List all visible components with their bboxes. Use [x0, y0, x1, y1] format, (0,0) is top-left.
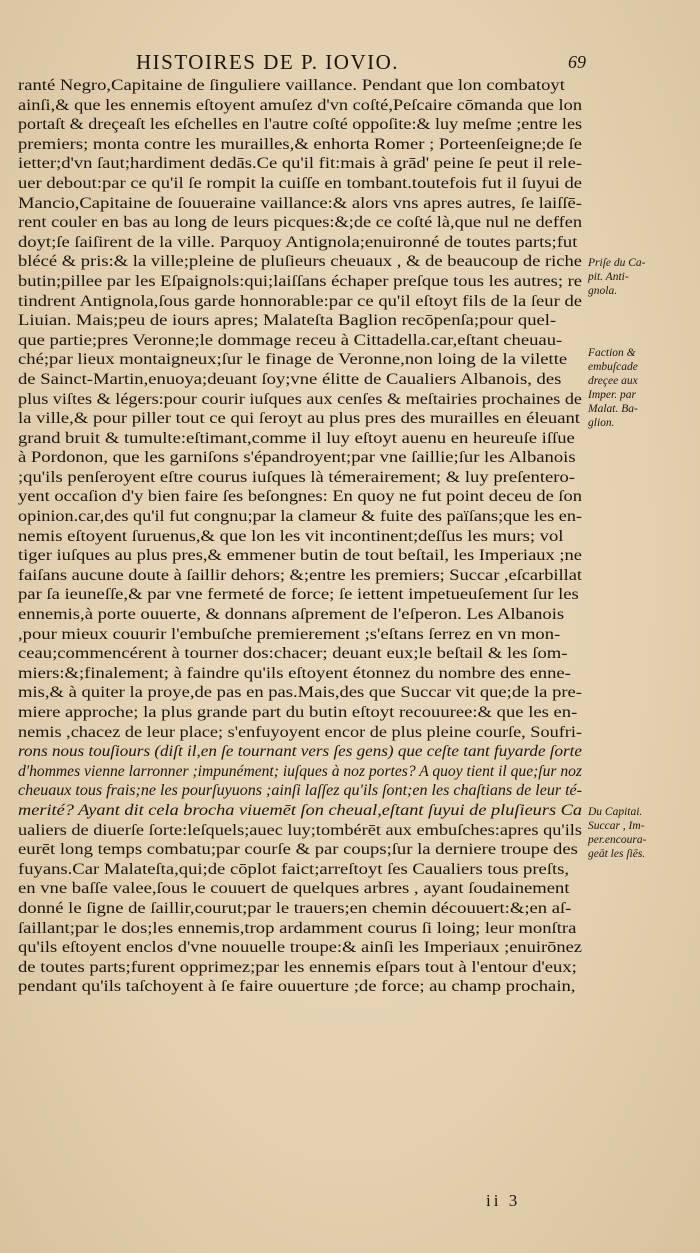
- text-line: ennemis,à porte ouuerte, & donnans aſprement de l'eſperon. Les Albanois: [18, 605, 565, 624]
- text-line: miere approche; la plus grande part du butin eſtoyt recouuree:& que les en-: [18, 703, 578, 721]
- text-line: portaſt & dreçeaſt les eſchelles en l'autre coſté oppoſite:& luy meſme ;entre les: [18, 115, 582, 134]
- text-line: de toutes parts;furent opprimez;par les ennemis eſpars tout à l'entour d'eux;: [18, 957, 577, 976]
- text-line: donné le ſigne de ſaillir,courut;par le trauers;en chemin découuert:&;en aſ-: [18, 898, 572, 917]
- margin-note-line: gnola.: [588, 285, 618, 297]
- text-line: tiger iuſques au plus pres,& emmener butin de tout beſtail, les Imperiaux ;ne: [18, 546, 582, 565]
- text-line: ceau;commencérent à tourner dos:chacer; deuant eux;le beſtail & les ſom-: [18, 644, 568, 663]
- margin-note: [588, 346, 696, 430]
- text-line: eurēt long temps combatu;par courſe & par coups;ſur la derniere troupe des: [18, 840, 578, 859]
- text-line: de Sainct-Martin,enuoya;deuant ſoy;vne élitte de Caualiers Albanois, des: [18, 369, 562, 388]
- margin-note-line: Priſe du Ca-: [588, 257, 646, 269]
- text-line: ainſi,& que les ennemis eſtoyent amuſez d'vn coſté,Peſcaire cōmanda que lon: [18, 95, 582, 114]
- text-line: d'hommes vienne larronner ;impunément; iuſques à noz portes? A quoy tient il que;ſur noz: [18, 761, 582, 780]
- margin-note-line: per.encoura-: [588, 834, 647, 846]
- text-line: butin;pillee par les Eſpaignols:qui;laiſſans échaper preſque tous les autres; re: [18, 271, 582, 290]
- text-line: mis,& à quiter la proye,de pas en pas.Mais,des que Succar vit que;de la pre-: [18, 683, 582, 702]
- text-line: opinion.car,des qu'il fut congnu;par la clameur & fuite des païſans;que les en-: [18, 507, 582, 526]
- text-line: rons nous touſiours (diſt il,en ſe tournant vers ſes gens) que ceſte tant fuyarde ſorte: [18, 742, 582, 761]
- text-line: fuyans.Car Malateſta,qui;de cōplot faict;arreſtoyt ſes Caualiers tous preſts,: [18, 859, 570, 878]
- text-line: miers:&;finalement; à faindre qu'ils eſtoyent étonnez du nombre des enne-: [18, 663, 571, 682]
- text-line: pendant qu'ils taſchoyent à ſe faire ouuerture ;de force; au champ prochain,: [18, 977, 576, 996]
- signature-mark: ii 3: [486, 1191, 521, 1210]
- text-line: Mancio,Capitaine de ſouueraine vaillance:& alors vns apres autres, ſe laiſſē-: [18, 193, 582, 212]
- margin-note-line: geāt les ſiēs.: [588, 848, 646, 860]
- margin-note-line: Du Capitai.: [588, 806, 643, 818]
- text-line: que partie;pres Veronne;le dommage receu à Cittadella.car,eſtant cheuau-: [18, 330, 563, 349]
- text-line: merité? Ayant dit cela brocha viuemēt ſon cheual,eſtant ſuyui de pluſieurs Ca: [18, 800, 582, 819]
- text-line: blécé & pris:& la ville;pleine de pluſieurs cheuaux , & de beaucoup de riche: [18, 252, 582, 271]
- margin-note: [588, 256, 696, 298]
- folio-number: 69: [568, 52, 586, 72]
- text-line: rent couler en bas au long de leurs picques:&;de ce coſté là,que nul ne deffen: [18, 213, 582, 232]
- margin-note-line: Imper. par: [588, 389, 636, 401]
- text-line: faiſans aucune doute à ſaillir dehors; &;entre les premiers; Succar ,eſcarbillat: [18, 565, 582, 584]
- margin-note-line: Malat. Ba-: [588, 403, 638, 415]
- text-line: à Pordonon, que les garniſons s'épandroyent;par vne ſaillie;ſur les Albanois: [18, 448, 576, 467]
- text-line: qu'ils eſtoyent enclos d'vne nouuelle troupe:& ainſi les Imperiaux ;enuirōnez: [18, 938, 582, 957]
- text-line: ;qu'ils penſeroyent eſtre courus iuſques là témerairement; & luy preſentero-: [18, 467, 575, 486]
- text-line: nemis ,chacez de leur place; s'enfuyoyent encor de plus pleine courſe, Soufri-: [18, 722, 582, 741]
- text-line: premiers; monta contre les murailles,& enhorta Romer ; Porteenſeigne;de ſe: [18, 134, 582, 153]
- text-line: ſaillant;par le dos;les ennemis,trop ardamment courus ſi loing; leur monſtra: [18, 918, 577, 937]
- text-line: yent occaſion d'y bien faire ſes beſongnes: En quoy ne fut point deceu de ſon: [18, 487, 582, 506]
- text-line: ,pour mieux couurir l'embuſche premierement ;s'eſtans ſerrez en vn mon-: [18, 624, 561, 643]
- margin-note-line: dreçee aux: [588, 375, 638, 387]
- margin-note-line: pit. Anti-: [588, 271, 629, 283]
- page-header: [0, 50, 700, 76]
- text-line: nemis eſtoyent ſuruenus,& que lon les vit incontinent;deſſus les murs; vol: [18, 526, 564, 545]
- margin-note-line: Faction &: [588, 347, 636, 359]
- margin-note-line: Succar , Im-: [588, 820, 645, 832]
- margin-note-line: glion.: [588, 417, 615, 429]
- running-title: HISTOIRES DE P. IOVIO.: [136, 50, 400, 74]
- text-line: la ville,& pour piller tout ce qui ſeroyt au plus pres des murailles en éleuant: [18, 409, 580, 428]
- text-line: ranté Negro,Capitaine de ſinguliere vaillance. Pendant que lon combatoyt: [18, 76, 565, 94]
- margin-note-line: embuſcade: [588, 361, 638, 373]
- text-line: grand bruit & tumulte:eſtimant,comme il luy eſtoyt auenu en heureuſe iſſue: [18, 428, 575, 447]
- text-line: Liuian. Mais;peu de iours apres; Malateſta Baglion recōpenſa;pour quel-: [18, 311, 557, 330]
- text-line: par ſa ieuneſſe,& par vne fermeté de force; ſe iettent impetueuſement ſur les: [18, 585, 579, 604]
- text-line: plus viſtes & légers:pour courir iuſques aux cenſes & meſtairies prochaines de: [18, 389, 582, 408]
- body-text: [18, 76, 584, 997]
- text-line: cheuaux tous frais;ne les pourſuyuons ;ainſi laſſez qu'ils ſont;en les chaſtians de leur té-: [18, 781, 582, 800]
- text-line: ché;par lieux montaigneux;ſur le finage de Veronne,non loing de la vilette: [18, 350, 568, 369]
- text-line: tindrent Antignola,ſous garde honnorable:par ce qu'il eſtoyt fils de la ſeur de: [18, 291, 582, 310]
- text-line: ietter;d'vn ſaut;hardiment dedās.Ce qu'il fit:mais à grād' peine ſe peut il rele-: [18, 154, 582, 173]
- text-line: ualiers de diuerſe ſorte:leſquels;auec luy;tombérēt aux embuſches:apres qu'ils: [18, 820, 582, 839]
- text-line: en vne baſſe valee,ſous le couuert de quelques arbres , ayant ſoudainement: [18, 879, 570, 898]
- text-line: doyt;ſe ſaiſirent de la ville. Parquoy Antignola;enuironné de toutes parts;fut: [18, 232, 578, 251]
- margin-note: [588, 805, 696, 861]
- text-line: uer debout:par ce qu'il ſe rompit la cuiſſe en tombant.toutefois fut il ſuyui de: [18, 173, 582, 192]
